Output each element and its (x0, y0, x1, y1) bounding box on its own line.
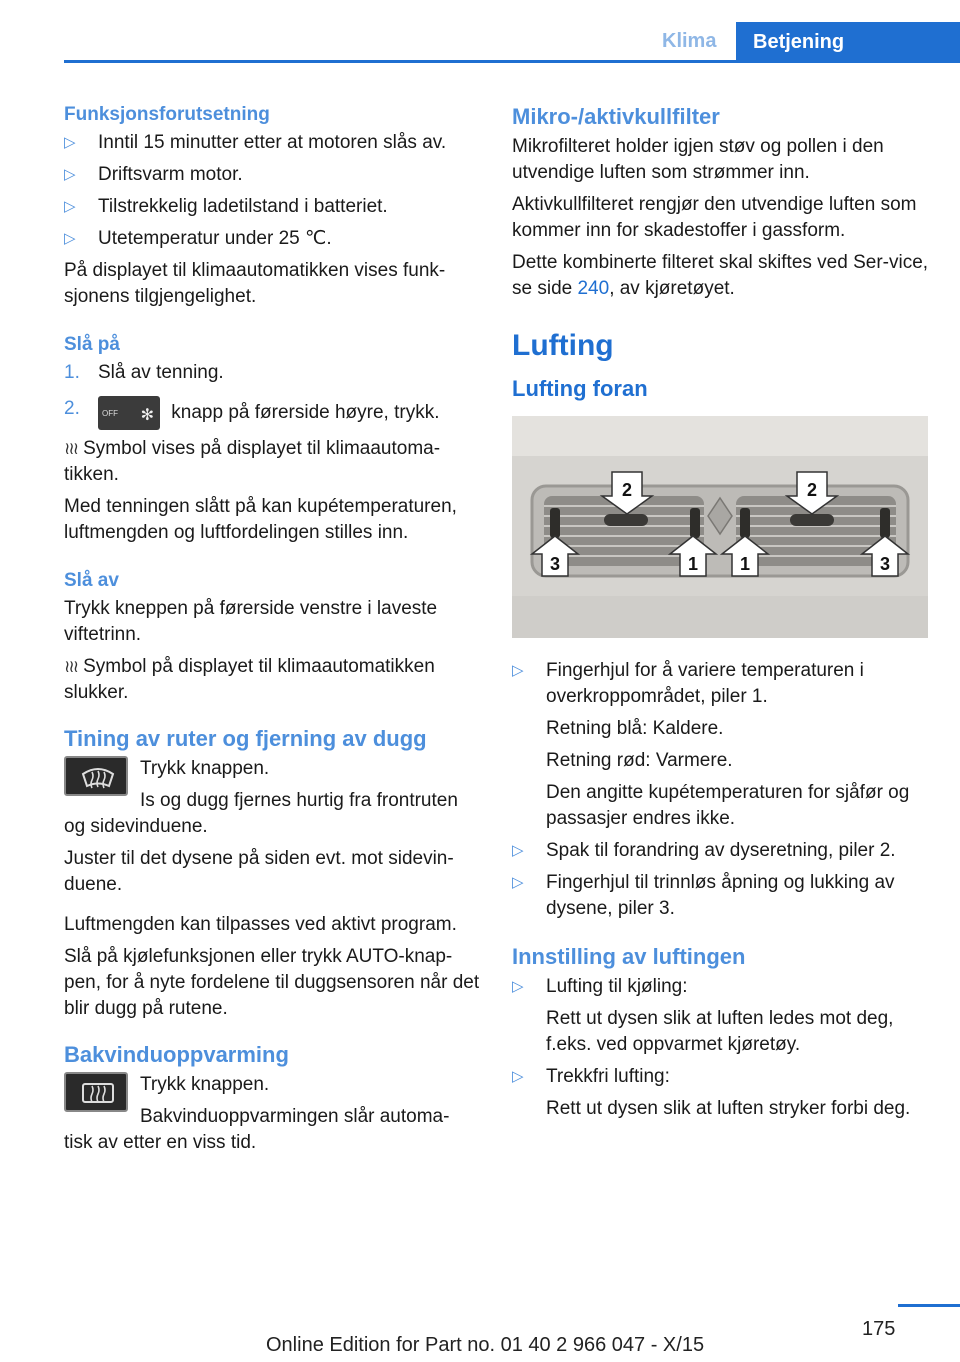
paragraph: Med tenningen slått på kan kupétemperaturen, luftmengden og luftfordelingen stilles inn. (64, 496, 457, 543)
chapter-tab (736, 22, 960, 62)
heading-lufting: Lufting (512, 329, 614, 362)
off-fan-button-icon: OFF ✻ (98, 396, 160, 430)
paragraph: ≀≀≀ Symbol på displayet til klimaautomatikken slukker. (64, 656, 435, 703)
paragraph: Mikrofilteret holder igjen støv og pollen i den utvendige luften som strømmer inn. (512, 136, 884, 183)
header-rule (64, 60, 960, 63)
paragraph: Dette kombinerte filteret skal skiftes ved Ser‐vice, se side 240, av kjøretøyet. (512, 252, 929, 299)
air-vent-photo (512, 416, 928, 638)
list-item: ▷ Inntil 15 minutter etter at motoren slås av. (64, 130, 480, 156)
sla-pa-steps (64, 360, 480, 430)
list-item: ▷ Fingerhjul til trinnløs åpning og lukking av dysene, piler 3. (512, 872, 895, 919)
list-item: ▷ Driftsvarm motor. (64, 162, 480, 188)
page-header (0, 0, 960, 62)
heading-tining: Tining av ruter og fjerning av dugg (64, 726, 427, 751)
left-column: Funksjonsforutsetning ▷ Inntil 15 minutter etter at motoren slås av. ▷ Driftsvarm motor. ▷ Tilstrekkelig ladetilstand i batteriet. ▷ Utetemperatur under 25 ℃. På displayet til klimaautomatikken vises funk‐sjonens tilgjengelighet. Slå på 1. Slå av tenning. 2. OFF ✻ knapp på førerside høyre, trykk. ≀≀≀ Symbol vises på displayet til klimaautoma‐tikken. Med tenningen slått på kan kupétemperaturen, luftmengden og luftfordelingen stilles inn. Slå av Trykk kneppen på førerside venstre i laveste viftetrinn. ≀≀≀ Symbol på displayet til klimaautomatikken slukker. Tining av ruter og fjerning av dugg Trykk knappen. Is og dugg fjernes hurtig fra frontruten og sidevinduene. Juster til det dysene på siden evt. mot sidevin‐duene. Luftmengden kan tilpasses ved aktivt program. Slå på kjølefunksjonen eller trykk AUTO-knap‐pen, for å nyte fordelene til duggsensoren når det blir dugg på rutene. Bakvinduoppvarming Trykk knappen. Bakvinduoppvarmingen slår automa‐ tisk av etter en viss tid. (64, 100, 480, 1162)
heading-lufting-foran: Lufting foran (512, 376, 648, 401)
list-item: ▷ Trekkfri lufting: Rett ut dysen slik at luften stryker forbi deg. (512, 1066, 911, 1119)
triangle-bullet-icon: ▷ (64, 166, 76, 183)
edition-note: Online Edition for Part no. 01 40 2 966 047 - X/15 (266, 1334, 705, 1356)
arrow-label: 2 (806, 480, 818, 500)
triangle-bullet-icon: ▷ (512, 1068, 524, 1085)
arrow-label: 3 (879, 554, 891, 574)
windshield-defrost-icon (64, 756, 128, 796)
arrow-label: 1 (687, 554, 699, 574)
paragraph: ≀≀≀ Symbol vises på displayet til klimaautoma‐tikken. (64, 438, 441, 485)
list-item: ▷ Fingerhjul for å variere temperaturen i overkroppområdet, piler 1. Retning blå: Kaldere. Retning rød: Varmere. Den angitte kupétemperaturen for sjåfør og passasjer endres ikke. (512, 660, 910, 829)
paragraph: Juster til det dysene på siden evt. mot sidevin‐duene. (64, 848, 454, 895)
paragraph: Luftmengden kan tilpasses ved aktivt program. (64, 914, 457, 935)
list-item: ▷ Tilstrekkelig ladetilstand i batteriet. (64, 194, 480, 220)
step-item: 1. Slå av tenning. (64, 362, 224, 383)
heat-waves-icon: ≀≀≀ (64, 439, 78, 458)
lufting-list (512, 658, 932, 922)
paragraph: Aktivkullfilteret rengjør den utvendige luften som kommer inn for skadestoffer i gassform. (512, 194, 917, 241)
rear-window-defrost-icon (64, 1072, 128, 1112)
page-number: 175 (862, 1318, 896, 1340)
arrow-label: 3 (549, 554, 561, 574)
arrow-label: 2 (621, 480, 633, 500)
heading-mikro: Mikro-/aktivkullfilter (512, 104, 720, 129)
heading-sla-av: Slå av (64, 570, 119, 591)
heading-funksjonsforutsetning: Funksjonsforutsetning (64, 104, 270, 125)
paragraph: Trykk kneppen på førerside venstre i laveste viftetrinn. (64, 598, 438, 645)
funksjon-list (64, 130, 480, 252)
heading-bakvindu: Bakvinduoppvarming (64, 1042, 289, 1067)
triangle-bullet-icon: ▷ (512, 842, 524, 859)
triangle-bullet-icon: ▷ (64, 230, 76, 247)
heading-innstilling: Innstilling av luftingen (512, 944, 746, 969)
innstilling-list (512, 974, 932, 1122)
heat-waves-icon: ≀≀≀ (64, 657, 78, 676)
chapter-tab-label: Betjening (753, 31, 845, 53)
right-column (512, 100, 932, 1128)
page-link[interactable]: 240 (577, 278, 610, 299)
triangle-bullet-icon: ▷ (512, 874, 524, 891)
paragraph: Slå på kjølefunksjonen eller trykk AUTO-knap‐pen, for å nyte fordelene til duggsensoren når det blir dugg på rutene. (64, 946, 480, 1019)
fan-icon: ✻ (140, 407, 154, 424)
triangle-bullet-icon: ▷ (512, 978, 524, 995)
section-label: Klima (662, 30, 717, 52)
triangle-bullet-icon: ▷ (64, 198, 76, 215)
triangle-bullet-icon: ▷ (64, 134, 76, 151)
arrow-label: 1 (739, 554, 751, 574)
step-item: 2. OFF ✻ knapp på førerside høyre, trykk. (64, 396, 480, 430)
triangle-bullet-icon: ▷ (512, 662, 524, 679)
list-item: ▷ Spak til forandring av dyseretning, piler 2. (512, 838, 932, 864)
rear-defrost-row: Trykk knappen. Bakvinduoppvarmingen slår automa‐ (64, 1072, 480, 1136)
footer-rule (898, 1304, 960, 1307)
defrost-row: Trykk knappen. Is og dugg fjernes hurtig fra frontruten (64, 756, 480, 820)
list-item: ▷ Utetemperatur under 25 ℃. (64, 226, 480, 252)
paragraph: På displayet til klimaautomatikken vises funk‐sjonens tilgjengelighet. (64, 260, 446, 307)
heading-sla-pa: Slå på (64, 334, 120, 355)
list-item: ▷ Lufting til kjøling: Rett ut dysen slik at luften ledes mot deg, f.eks. ved oppvarmet kjøretøy. (512, 976, 894, 1055)
